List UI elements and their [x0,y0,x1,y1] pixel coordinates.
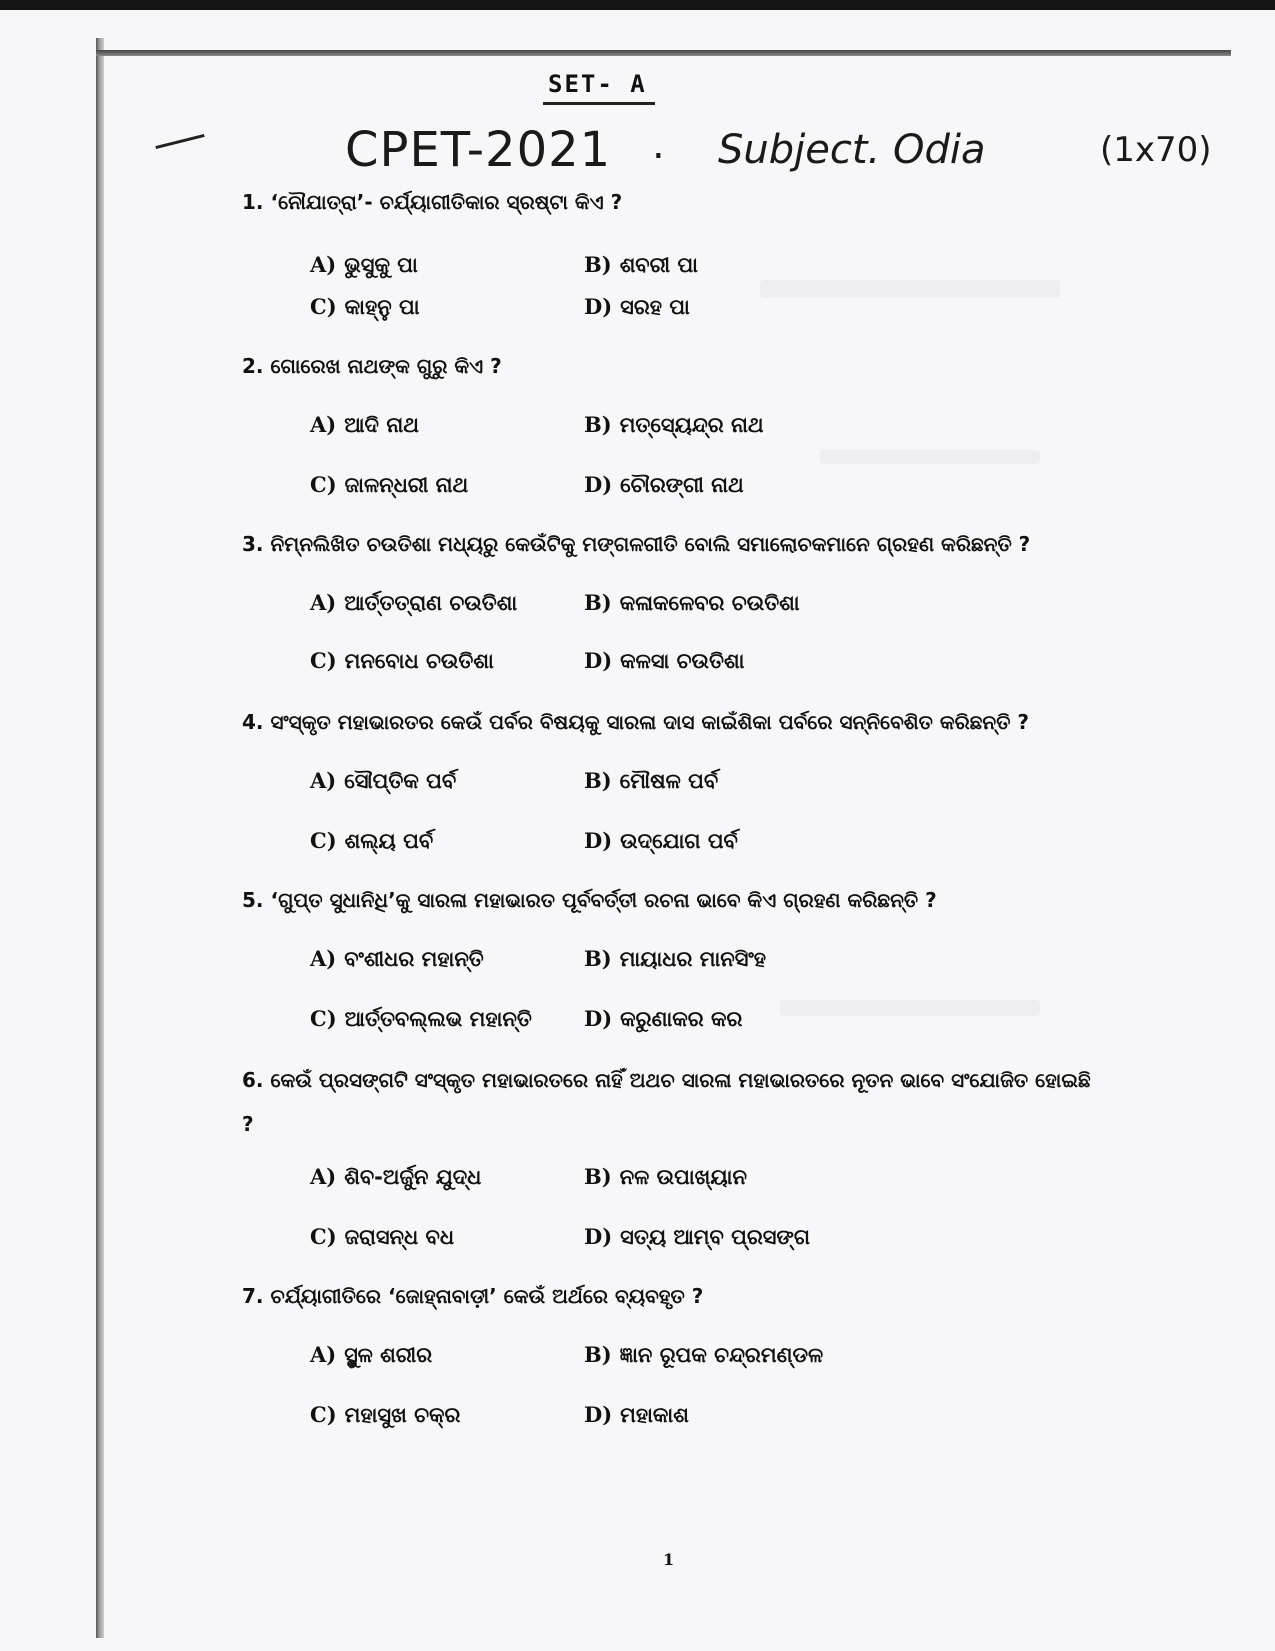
option-b: B) ଶବରୀ ପା [584,252,698,277]
question-text: ଚର୍ଯ୍ୟାଗୀତିରେ ‘ଜୋହ୍ନାବାଡ଼ୀ’ କେଉଁ ଅର୍ଥରେ ବ୍ୟବହୃତ ? [270,1284,704,1308]
exam-subject: Subject. Odia [718,127,986,173]
question-4 [242,700,1102,744]
scan-top-edge [0,0,1275,10]
option-c: C) ମନବୋଧ ଚଉତିଶା [310,648,494,673]
question-number: 5. [242,888,264,912]
handwritten-tick-mark [155,134,204,149]
option-c: C) ଜରାସନ୍ଧ ବଧ [310,1224,455,1249]
question-text: ସଂସ୍କୃତ ମହାଭାରତର କେଉଁ ପର୍ବର ବିଷୟକୁ ସାରଳା ଦାସ କାଇଁଶିକା ପର୍ବରେ ସନ୍ନିବେଶିତ କରିଛନ୍ତି ? [270,710,1030,734]
question-number: 3. [242,532,264,556]
option-d: D) କଳସା ଚଉତିଶା [584,648,745,673]
option-d: D) ଚୌରଙ୍ଗୀ ନାଥ [584,472,744,497]
bleed-through-artifact [820,450,1040,464]
option-a: A) ଶିବ-ଅର୍ଜୁନ ଯୁଦ୍ଧ [310,1164,482,1189]
question-3 [242,522,1102,566]
option-d: D) ମହାକାଶ [584,1402,689,1427]
set-label-underline [543,102,655,105]
question-number: 4. [242,710,264,734]
option-d: D) ସତ୍ୟ ଆମ୍ବ ପ୍ରସଙ୍ଗ [584,1224,810,1249]
option-a: A) ବଂଶୀଧର ମହାନ୍ତି [310,946,484,971]
question-number: 7. [242,1284,264,1308]
option-b: B) ମାୟାଧର ମାନସିଂହ [584,946,767,971]
question-7 [242,1274,1102,1318]
option-b: B) ମୌଷଳ ପର୍ବ [584,768,719,793]
option-c: C) ଜାଳନ୍ଧରୀ ନାଥ [310,472,469,497]
option-d: D) ସରହ ପା [584,294,690,319]
set-label: SET- A [548,70,647,98]
exam-title: CPET-2021 [345,122,612,178]
question-number: 1. [242,190,264,214]
bleed-through-artifact [760,280,1060,298]
option-a: A) ସ୍ଥୁଳ ଶରୀର [310,1342,433,1367]
bleed-through-artifact [780,1000,1040,1016]
title-separator: . [652,122,665,168]
question-text: ‘ନୌଯାତ୍ରା’- ଚର୍ଯ୍ୟାଗୀତିକାର ସ୍ରଷ୍ଟା କିଏ ? [270,190,623,214]
question-text: ନିମ୍ନଲିଖିତ ଚଉତିଶା ମଧ୍ୟରୁ କେଉଁଟିକୁ ମଙ୍ଗଳଗୀତି ବୋଲି ସମାଲୋଚକମାନେ ଗ୍ରହଣ କରିଛନ୍ତି ? [270,532,1031,556]
option-c: C) ଆର୍ତ୍ତବଲ୍ଲଭ ମହାନ୍ତି [310,1006,532,1031]
left-margin-rule [96,38,104,1638]
option-c: C) ଶଲ୍ୟ ପର୍ବ [310,828,434,853]
question-1 [242,180,1102,224]
option-d: D) ଉଦ୍‌ଯୋଗ ପର୍ବ [584,828,738,853]
top-border-rule [96,50,1231,56]
option-a: A) ଭୁସୁକୁ ପା [310,252,418,277]
option-b: B) ଜ୍ଞାନ ରୂପକ ଚନ୍ଦ୍ରମଣ୍ଡଳ [584,1342,824,1367]
option-a: A) ଆର୍ତ୍ତତ୍ରାଣ ଚଉତିଶା [310,590,518,615]
option-a: A) ସୌପ୍ତିକ ପର୍ବ [310,768,457,793]
option-b: B) କଳାକଳେବର ଚଉତିଶା [584,590,800,615]
option-c: C) କାହ୍ନୁ ପା [310,294,420,319]
question-text: ଗୋରେଖ ନାଥଙ୍କ ଗୁରୁ କିଏ ? [270,354,502,378]
question-5 [242,878,1102,922]
question-text: ‘ଗୁପ୍ତ ସୁଧାନିଧି’କୁ ସାରଳା ମହାଭାରତ ପୂର୍ବବର୍ତ୍ତୀ ରଚନା ଭାବେ କିଏ ଗ୍ରହଣ କରିଛନ୍ତି ? [270,888,937,912]
question-number: 2. [242,354,264,378]
marks-scheme: (1x70) [1100,130,1212,170]
option-b: B) ମତ୍ସ୍ୟେନ୍ଦ୍ର ନାଥ [584,412,764,437]
question-number: 6. [242,1068,264,1092]
option-a: A) ଆଦି ନାଥ [310,412,419,437]
question-text: କେଉଁ ପ୍ରସଙ୍ଗଟି ସଂସ୍କୃତ ମହାଭାରତରେ ନାହିଁ ଅଥଚ ସାରଳା ମହାଭାରତରେ ନୂତନ ଭାବେ ସଂଯୋଜିତ ହୋଇଛି ? [242,1068,1091,1136]
option-d: D) କରୁଣାକର କର [584,1006,743,1031]
option-c: C) ମହାସୁଖ ଚକ୍ର [310,1402,461,1427]
question-2 [242,344,1102,388]
option-b: B) ନଳ ଉପାଖ୍ୟାନ [584,1164,747,1189]
page-number: 1 [663,1550,675,1569]
question-6 [242,1058,1102,1146]
